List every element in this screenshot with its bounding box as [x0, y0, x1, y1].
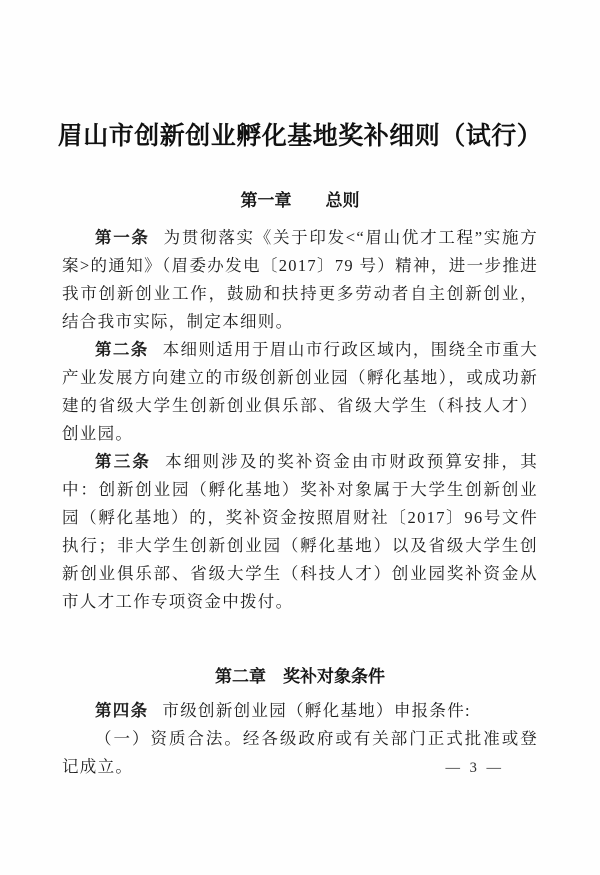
chapter-1: [62, 186, 538, 616]
article-2: [62, 336, 538, 448]
article-3: [62, 448, 538, 616]
chapter-2-heading: 第二章 奖补对象条件: [215, 667, 385, 686]
article-1-label: 第一条: [95, 228, 150, 247]
article-2-label: 第二条: [95, 340, 149, 359]
page-number: — 3 —: [445, 760, 504, 776]
article-4-text: 市级创新创业园（孵化基地）申报条件:: [162, 701, 471, 720]
article-3-label: 第三条: [95, 452, 152, 471]
article-2-text: 本细则适用于眉山市行政区域内，围绕全市重大产业发展方向建立的市级创新创业园（孵化基地），或成功新建的省级大学生创新创业俱乐部、省级大学生（科技人才）创业园。: [62, 340, 538, 443]
article-1-text: 为贯彻落实《关于印发<“眉山优才工程”实施方案>的通知》（眉委办发电〔2017〕79 号）精神，进一步推进我市创新创业工作，鼓励和扶持更多劳动者自主创新创业，结合我市实际，制定本细则。: [62, 228, 538, 331]
article-1: [62, 224, 538, 336]
document-title: 眉山市创新创业孵化基地奖补细则（试行）: [57, 123, 543, 150]
article-4: [62, 697, 538, 725]
chapter-1-heading: 第一章 总则: [240, 191, 360, 210]
document-body: [62, 186, 538, 781]
article-4-label: 第四条: [95, 701, 149, 720]
article-4-item-1-text: （一）资质合法。经各级政府或有关部门正式批准或登记成立。: [62, 729, 538, 776]
article-3-text: 本细则涉及的奖补资金由市财政预算安排，其中：创新创业园（孵化基地）奖补对象属于大学生创新创业园（孵化基地）的，奖补资金按照眉财社〔2017〕96号文件执行；非大学生创新创业园（孵化基地）以及省级大学生创新创业俱乐部、省级大学生（科技人才）创业园奖补资金从市人才工作专项资金中拨付。: [62, 452, 539, 611]
